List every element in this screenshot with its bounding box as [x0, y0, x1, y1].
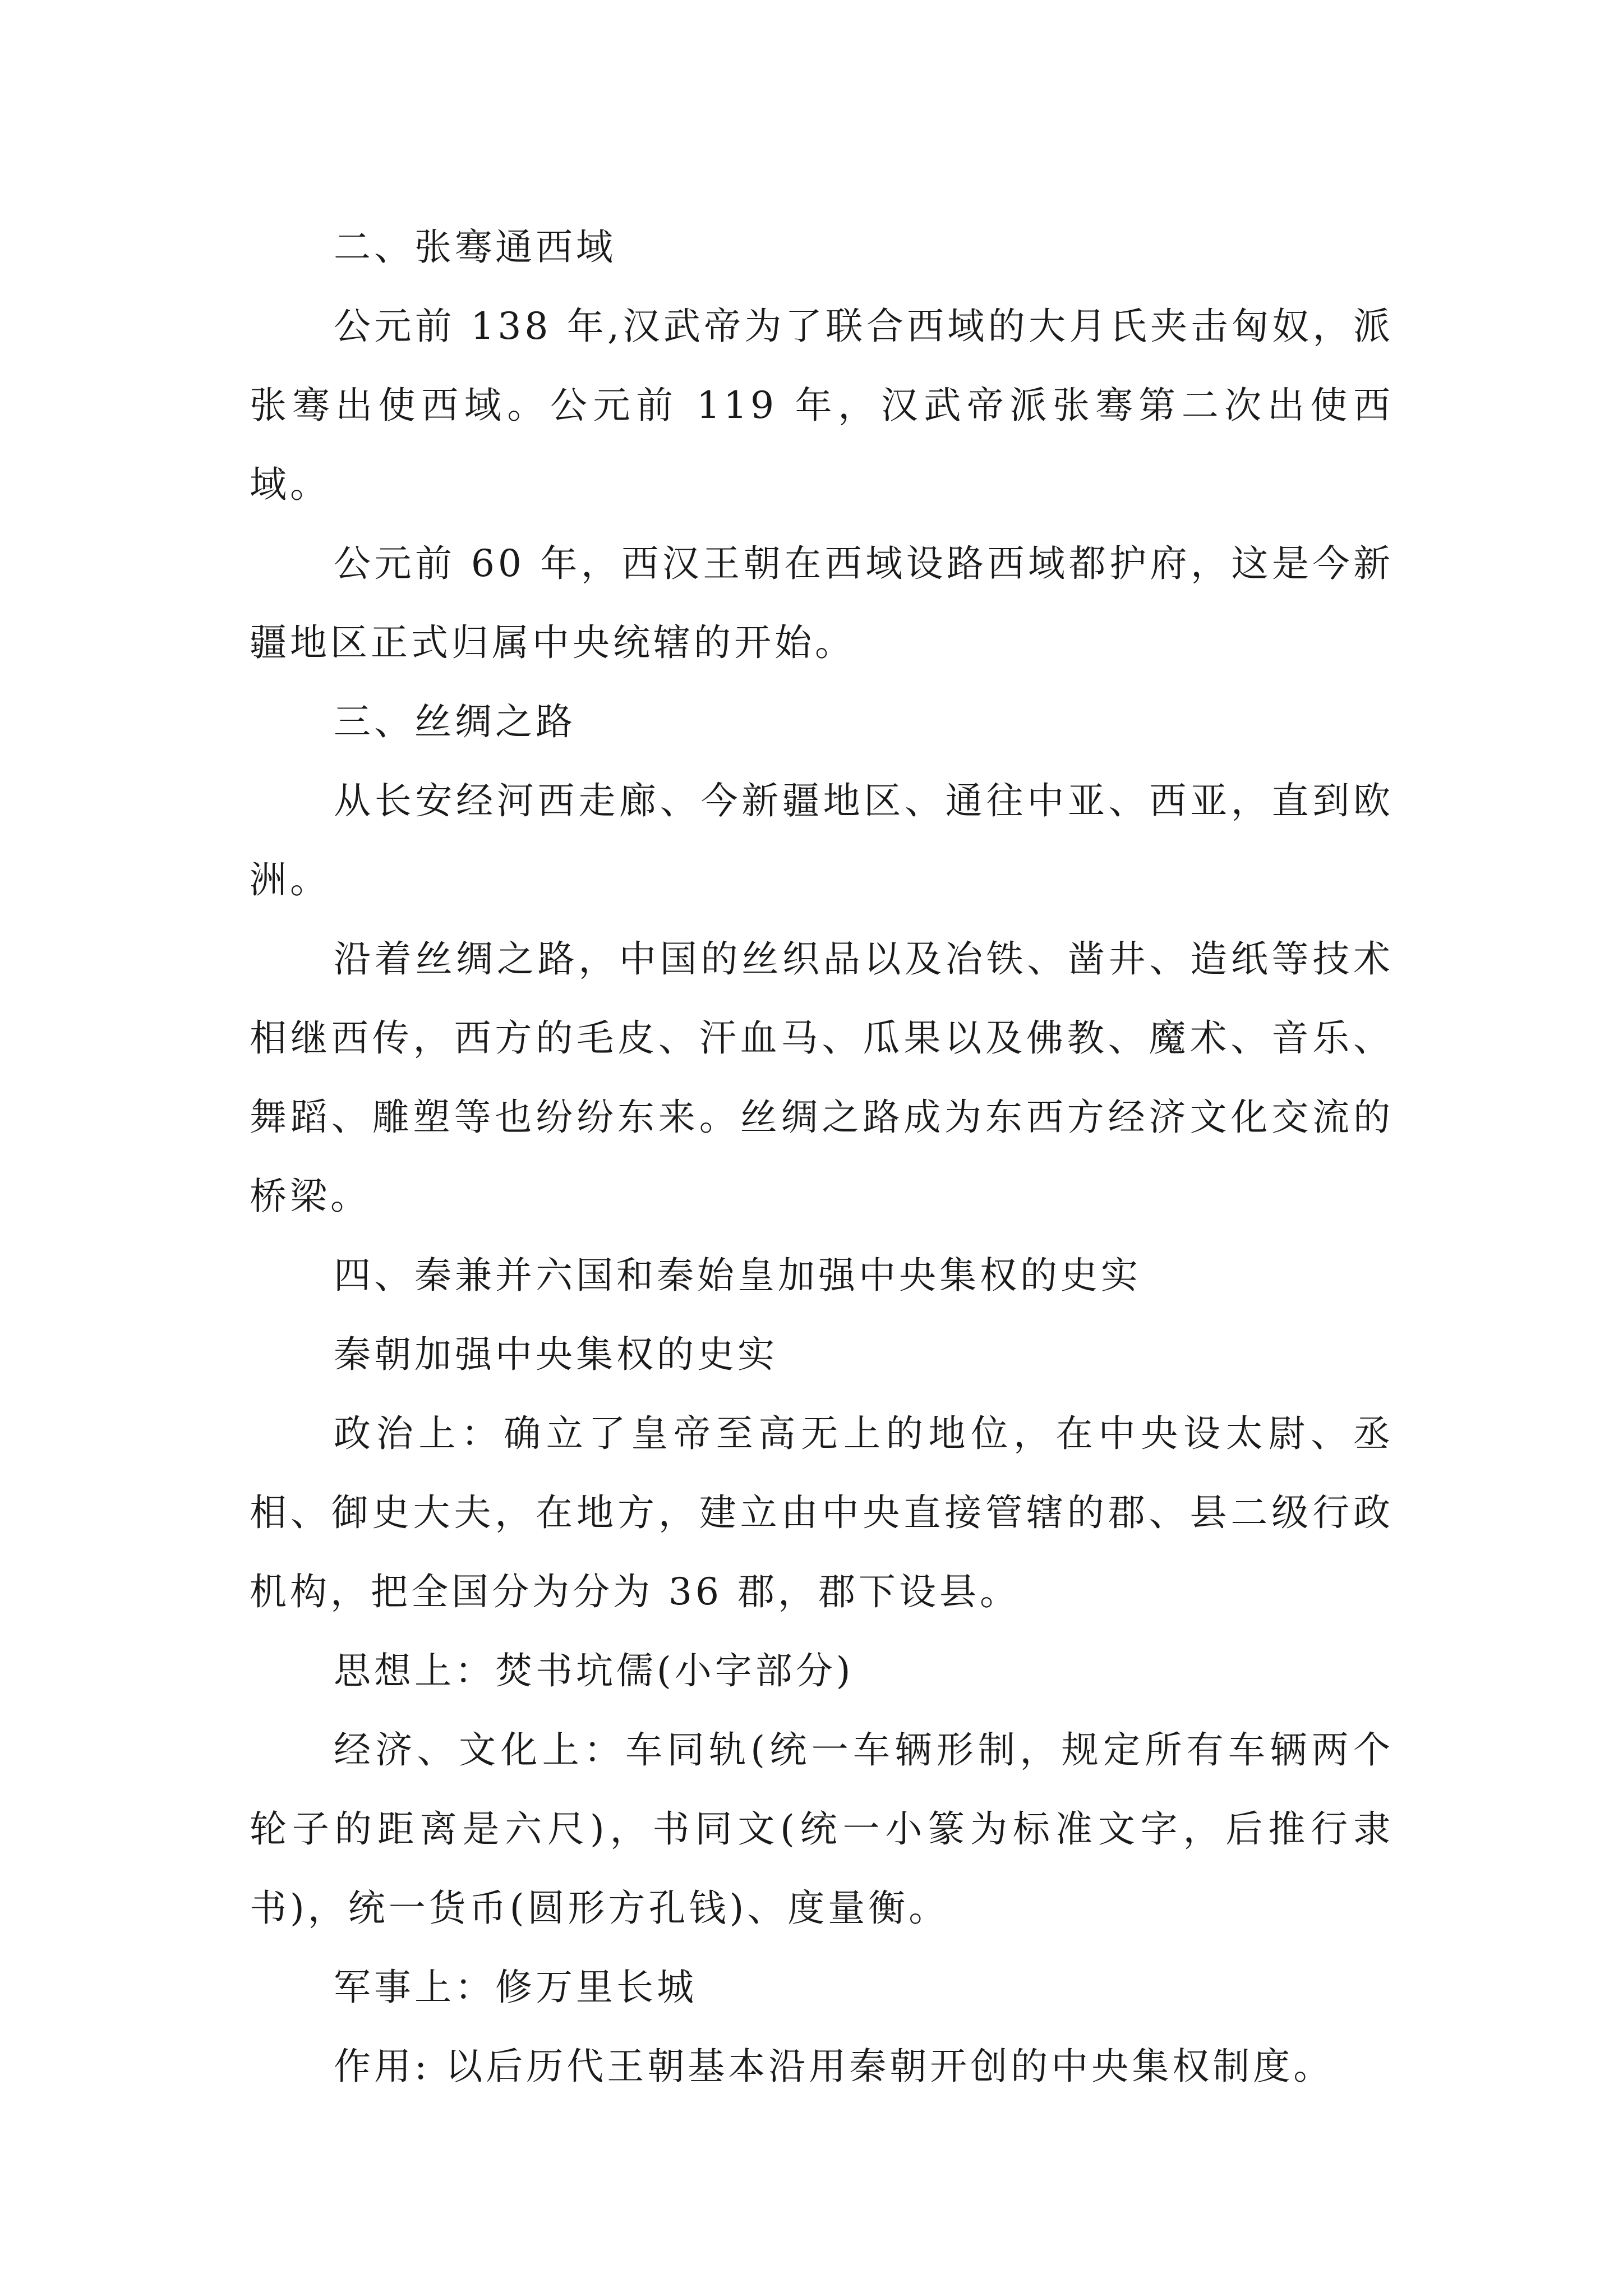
paragraph-political-measures: 政治上：确立了皇帝至高无上的地位，在中央设太尉、丞相、御史大夫，在地方，建立由中央直接管辖的郡、县二级行政机构，把全国分为分为 36 郡，郡下设县。 [250, 1412, 1394, 1613]
section-heading-silk-road: 三、丝绸之路 [334, 700, 576, 743]
paragraph-silk-road-exchange: 沿着丝绸之路，中国的丝织品以及冶铁、凿井、造纸等技术相继西传，西方的毛皮、汗血马、瓜果以及佛教、魔术、音乐、舞蹈、雕塑等也纷纷东来。丝绸之路成为东西方经济文化交流的桥梁。 [250, 937, 1394, 1218]
paragraph-significance: 作用: 以后历代王朝基本沿用秦朝开创的中央集权制度。 [334, 2045, 1334, 2088]
document-body [250, 208, 1394, 2106]
section-heading-zhang-qian: 二、张骞通西域 [334, 226, 616, 269]
paragraph-economic-cultural-measures: 经济、文化上：车同轨(统一车辆形制，规定所有车辆两个轮子的距离是六尺)，书同文(统一小篆为标准文字，后推行隶书)，统一货币(圆形方孔钱)、度量衡。 [250, 1728, 1394, 1930]
section-heading-qin-unification: 四、秦兼并六国和秦始皇加强中央集权的史实 [334, 1254, 1141, 1297]
paragraph-western-regions-protectorate: 公元前 60 年，西汉王朝在西域设路西域都护府，这是今新疆地区正式归属中央统辖的开始。 [250, 542, 1394, 664]
subheading-qin-centralization: 秦朝加强中央集权的史实 [334, 1333, 778, 1376]
paragraph-ideological-measures: 思想上：焚书坑儒(小字部分) [334, 1649, 854, 1692]
paragraph-zhang-qian-missions: 公元前 138 年,汉武帝为了联合西域的大月氏夹击匈奴，派张骞出使西域。公元前 119 年，汉武帝派张骞第二次出使西域。 [250, 305, 1394, 506]
paragraph-silk-road-route: 从长安经河西走廊、今新疆地区、通往中亚、西亚，直到欧洲。 [250, 779, 1394, 901]
paragraph-military-measures: 军事上：修万里长城 [334, 1966, 697, 2009]
